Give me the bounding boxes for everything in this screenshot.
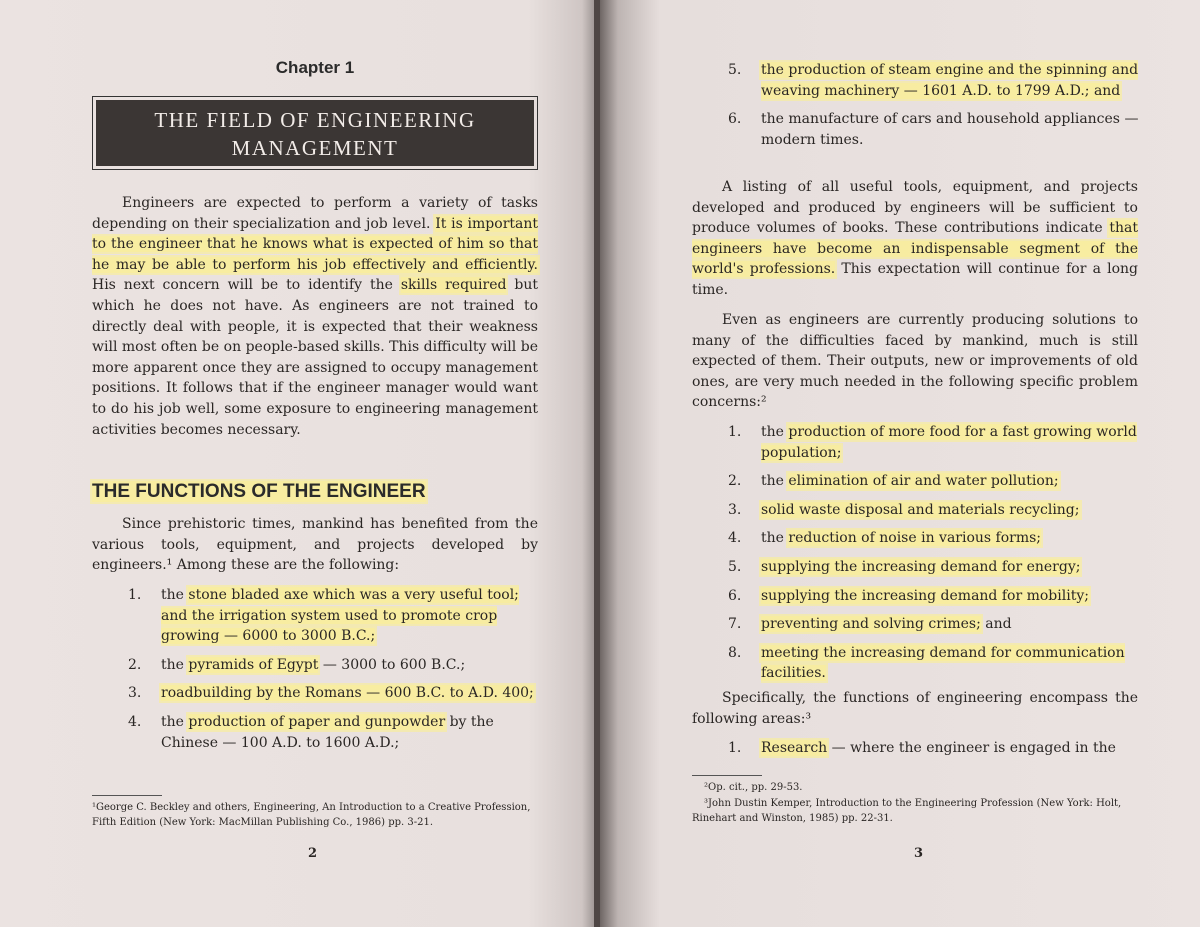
list-highlight: the production of steam engine and the spinning and weaving machinery — 1601 A.D. to 1799 A.D.; and — [761, 62, 1139, 99]
intro-highlight-1: It is important to the engineer that he knows what is expected of him so that he may be able to perform his job effectively and efficiently. — [92, 215, 539, 273]
section-heading-text: THE FUNCTIONS OF THE ENGINEER — [92, 481, 426, 502]
page-number-left: 2 — [308, 846, 318, 861]
para-text: Specifically, the functions of engineering encompass the following areas:³ — [692, 690, 1138, 727]
list-number: 3. — [728, 501, 742, 518]
section-intro-text: Since prehistoric times, mankind has benefited from the various tools, equipment, and projects developed by engineers.¹ Among these are the following: — [92, 516, 538, 574]
footnote-divider — [92, 795, 162, 796]
engineering-history-list-continued — [728, 60, 1140, 158]
problem-concerns-paragraph — [692, 310, 1138, 413]
intro-text-c: His next concern will be to identify the — [92, 277, 401, 294]
engineering-history-list — [128, 585, 538, 761]
functions-paragraph — [692, 688, 1138, 729]
list-item — [728, 586, 1140, 607]
list-text: by the Chinese — 100 A.D. to 1600 A.D.; — [161, 713, 494, 751]
intro-text-e: but which he does not have. As engineers are not trained to directly deal with people, it is expected that their weakness will most often be on people-based skills. This difficulty will be more apparent once they are assigned to occupy management positions. It follows that if the engineer manager would want to do his job well, some exposure to engineering management activities becomes necessary. — [92, 277, 539, 438]
chapter-title-line1: THE FIELD OF ENGINEERING — [154, 108, 476, 132]
list-text: the — [161, 587, 189, 603]
list-highlight: Research — [761, 740, 828, 756]
footnote-3: ³John Dustin Kemper, Introduction to the Engineering Profession (New York: Holt, Rinehart and Winston, 1985) pp. 22-31. — [692, 798, 1122, 824]
para-text: Even as engineers are currently producing solutions to many of the difficulties faced by mankind, much is still expected of them. Their outputs, new or improvements of old ones, are very much needed in the following specific problem concerns:² — [692, 312, 1138, 411]
list-text: the manufacture of cars and household appliances — modern times. — [761, 111, 1139, 148]
list-item — [728, 109, 1140, 150]
list-highlight: solid waste disposal and materials recycling; — [761, 501, 1080, 518]
list-number: 1. — [728, 424, 742, 440]
para-text: A listing of all useful tools, equipment, and projects developed and produced by engineers will be sufficient to produce volumes of books. These contributions indicate — [692, 179, 1138, 237]
list-highlight: reduction of noise in various forms; — [788, 530, 1042, 547]
list-text: — 3000 to 600 B.C.; — [318, 656, 466, 673]
chapter-title — [96, 100, 534, 166]
problem-concerns-list — [728, 422, 1140, 692]
list-number: 4. — [128, 713, 142, 730]
intro-paragraph — [92, 193, 538, 440]
list-highlight: supplying the increasing demand for mobility; — [761, 587, 1089, 604]
footnote-2: ²Op. cit., pp. 29-53. — [704, 782, 803, 793]
list-item — [728, 643, 1140, 684]
list-highlight: meeting the increasing demand for communication facilities. — [761, 644, 1125, 682]
functions-list — [728, 738, 1140, 767]
list-number: 3. — [128, 685, 142, 702]
list-text: the — [761, 473, 789, 490]
list-highlight: production of more food for a fast growing world population; — [761, 424, 1137, 461]
page-number-right: 3 — [914, 846, 924, 861]
list-highlight: pyramids of Egypt — [188, 656, 319, 673]
list-highlight: roadbuilding by the Romans — 600 B.C. to A.D. 400; — [161, 685, 534, 702]
list-number: 6. — [728, 111, 742, 128]
list-number: 8. — [728, 644, 742, 661]
list-item — [128, 712, 538, 753]
list-item — [128, 655, 538, 676]
list-number: 5. — [728, 558, 742, 575]
list-item — [728, 60, 1140, 101]
footnote-divider — [692, 775, 762, 776]
list-highlight: preventing and solving crimes; — [761, 616, 981, 633]
list-number: 1. — [728, 740, 742, 756]
list-number: 2. — [728, 473, 742, 490]
list-item — [128, 683, 538, 704]
list-highlight: stone bladed axe which was a very useful tool; and the irrigation system used to promote crop growing — 6000 to 3000 B.C.; — [161, 587, 519, 645]
list-item — [728, 500, 1140, 521]
list-highlight: elimination of air and water pollution; — [788, 473, 1059, 490]
list-number: 1. — [128, 587, 142, 603]
para-highlight: that engineers have become an indispensable segment of the world's professions. — [692, 220, 1138, 278]
list-item — [728, 614, 1140, 635]
list-text: the — [761, 424, 789, 440]
intro-highlight-2: skills required — [400, 277, 507, 294]
list-highlight: supplying the increasing demand for energy; — [761, 558, 1081, 575]
contributions-paragraph — [692, 177, 1138, 301]
chapter-title-line2: MANAGEMENT — [231, 136, 399, 160]
list-item — [728, 738, 1140, 759]
list-text: the — [161, 656, 189, 673]
chapter-label: Chapter 1 — [275, 58, 355, 77]
list-number: 2. — [128, 656, 142, 673]
list-item — [128, 585, 538, 647]
section-heading — [92, 481, 426, 503]
intro-text-a: Engineers are expected to perform a variety of tasks depending on their specialization and job level. — [92, 195, 538, 232]
list-item — [728, 471, 1140, 492]
list-text: and — [980, 616, 1012, 633]
list-item — [728, 422, 1140, 463]
list-number: 5. — [728, 62, 742, 78]
chapter-title-box — [92, 96, 538, 170]
right-page — [600, 0, 1200, 927]
list-highlight: production of paper and gunpowder — [188, 713, 446, 730]
list-text: — where the engineer is engaged in the — [827, 740, 1116, 756]
list-text: the — [761, 530, 789, 547]
footnote-1: ¹George C. Beckley and others, Engineering, An Introduction to a Creative Profession, Fifth Edition (New York: MacMillan Publishing Co., 1986) pp. 3-21. — [92, 802, 531, 828]
list-text: the — [161, 713, 189, 730]
list-number: 4. — [728, 530, 742, 547]
list-item — [728, 528, 1140, 549]
list-item — [728, 557, 1140, 578]
list-number: 7. — [728, 616, 742, 633]
para-text: This expectation will continue for a long time. — [692, 261, 1138, 298]
list-number: 6. — [728, 587, 742, 604]
section-intro-paragraph — [92, 514, 538, 576]
